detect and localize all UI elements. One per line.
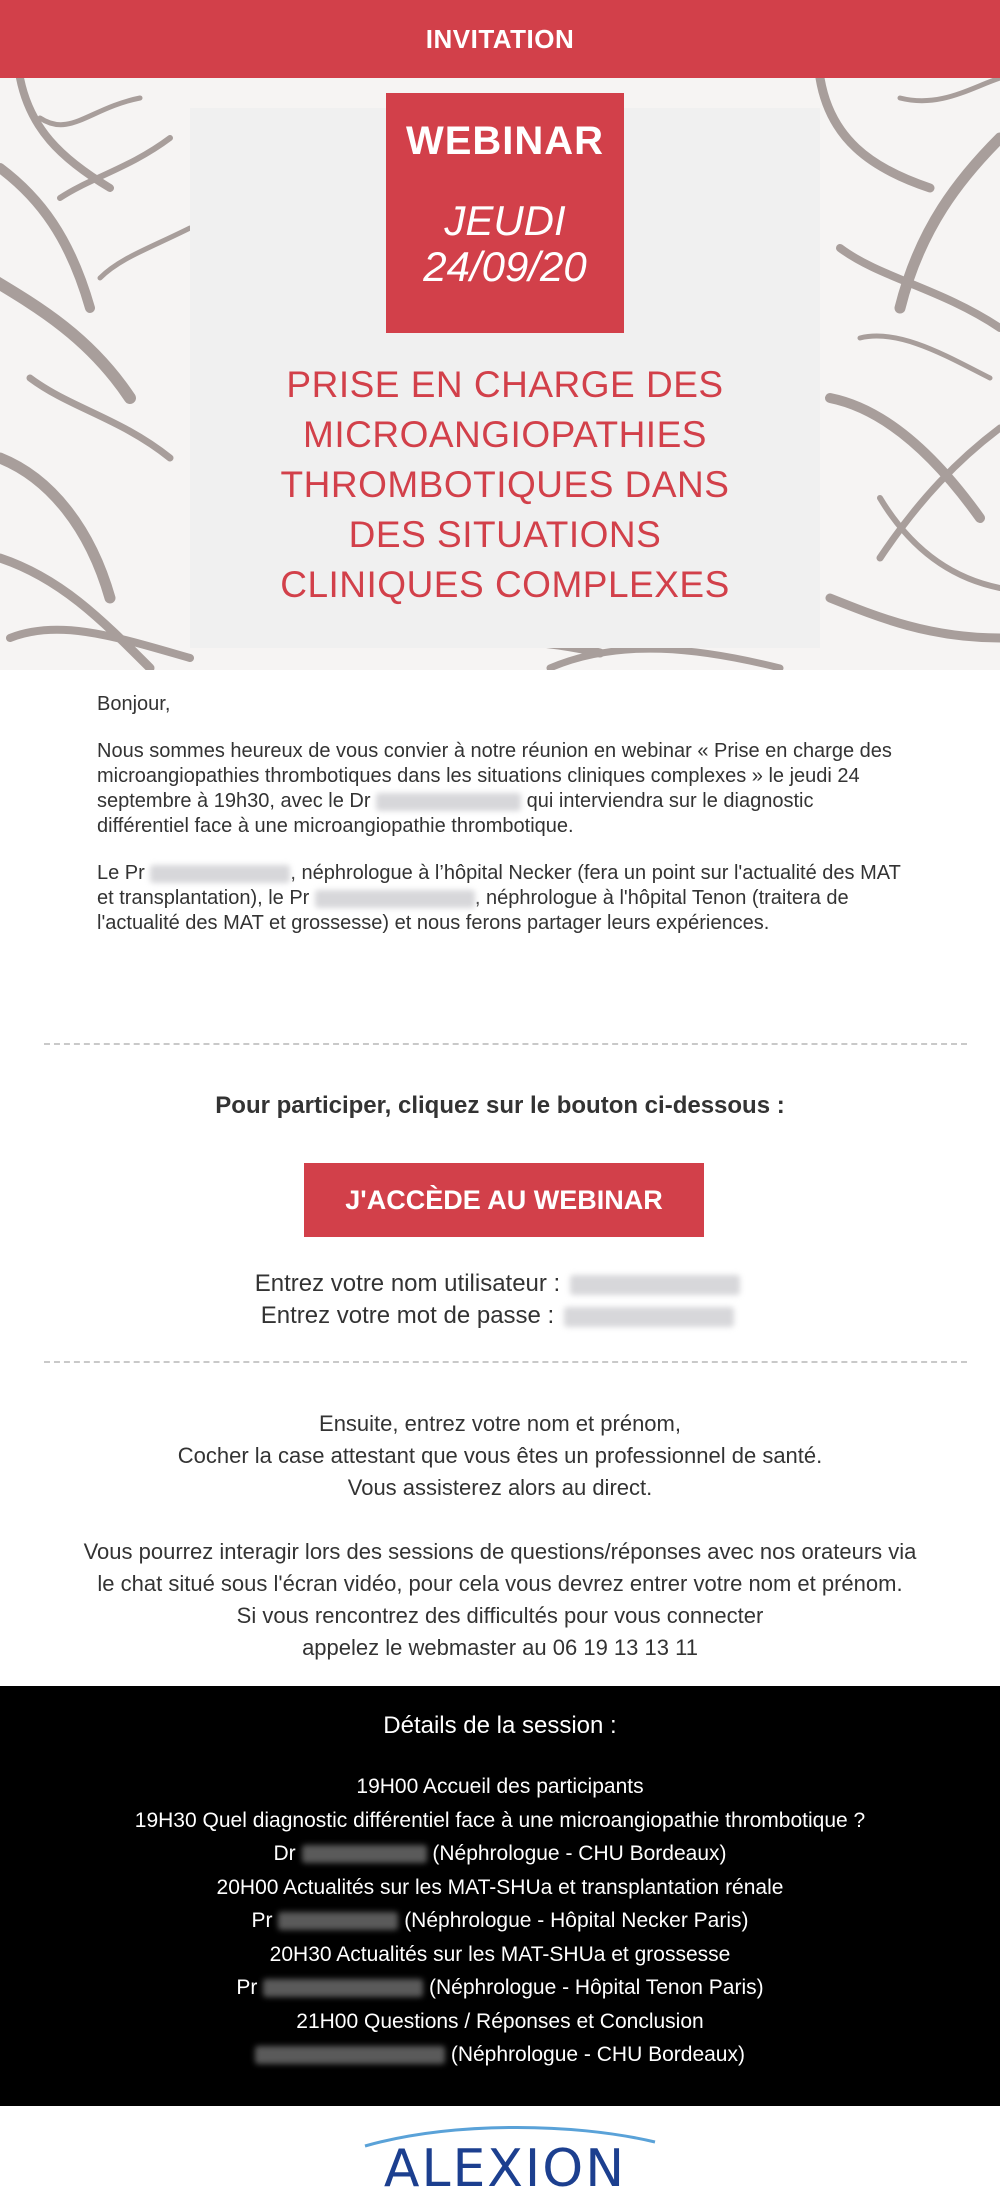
redacted-name [315, 890, 475, 908]
hero-banner [0, 78, 1000, 670]
speaker-role: (Néphrologue - CHU Bordeaux) [450, 2043, 745, 2066]
alexion-logo [340, 2124, 670, 2204]
session-details [0, 1686, 1000, 2106]
divider [44, 1043, 967, 1045]
webmaster-phone: appelez le webmaster au 06 19 13 13 11 [302, 1635, 698, 1660]
session-agenda [0, 1770, 1000, 2072]
event-title-line: MICROANGIOPATHIES [303, 414, 707, 455]
instruction-line: Ensuite, entrez votre nom et prénom, [319, 1411, 681, 1436]
intro-text: Nous sommes heureux de vous convier à notre réunion en webinar « Prise en charge des microangiopathies thrombotiques dans les situations cliniques complexes » le jeudi 24 septembre à 19h30, avec le Dr [97, 740, 892, 812]
redacted-name [278, 1912, 398, 1930]
speaker-title: Pr [251, 1909, 273, 1932]
instruction-line: Vous pourrez interagir lors des sessions de questions/réponses avec nos orateurs via [83, 1539, 917, 1564]
agenda-item: 19H00 Accueil des participants [356, 1775, 644, 1798]
access-webinar-button[interactable]: J'ACCÈDE AU WEBINAR [304, 1163, 704, 1237]
logo-text: ALEXION [383, 2139, 627, 2199]
agenda-item: 21H00 Questions / Réponses et Conclusion [296, 2009, 704, 2033]
intro-text-end: qui interviendra sur le diagnostic différentiel face à une microangiopathie thrombotique. [97, 790, 814, 837]
event-title [190, 360, 820, 610]
redacted-name [376, 793, 521, 811]
redacted-username [570, 1275, 740, 1295]
password-row [0, 1300, 1000, 1332]
password-value [564, 1300, 739, 1332]
speaker-title: Dr [273, 1842, 296, 1865]
event-title-line: PRISE EN CHARGE DES [286, 364, 724, 405]
instruction-line: Si vous rencontrez des difficultés pour vous connecter [236, 1603, 764, 1628]
divider [44, 1361, 967, 1363]
instructions [0, 1408, 1000, 1664]
speaker-role: (Néphrologue - CHU Bordeaux) [432, 1842, 727, 1865]
instruction-line: Vous assisterez alors au direct. [347, 1475, 653, 1500]
instruction-line: le chat situé sous l'écran vidéo, pour cela vous devrez entrer votre nom et prénom. [97, 1571, 903, 1596]
event-title-line: CLINIQUES COMPLEXES [280, 564, 730, 605]
session-title: Détails de la session : [383, 1712, 617, 1739]
agenda-item: 19H30 Quel diagnostic différentiel face à une microangiopathie thrombotique ? [134, 1808, 866, 1832]
agenda-speaker [0, 2038, 1000, 2072]
speakers-text: , néphrologue à l'hôpital Tenon (traitera de l'actualité des MAT et grossesse) et nous ferons partager leurs expériences. [97, 887, 849, 934]
invitation-header [0, 0, 1000, 78]
speakers-text: Le Pr [97, 862, 145, 884]
agenda-speaker [0, 1971, 1000, 2005]
event-date: 24/09/20 [423, 243, 587, 291]
speaker-title: Pr [236, 1976, 258, 1999]
username-label: Entrez votre nom utilisateur : [254, 1270, 561, 1297]
instruction-line: Cocher la case attestant que vous êtes un professionnel de santé. [177, 1443, 823, 1468]
username-value [570, 1268, 745, 1300]
agenda-speaker [0, 1837, 1000, 1871]
redacted-name [150, 865, 290, 883]
cta-instruction: Pour participer, cliquez sur le bouton ci-dessous : [215, 1092, 785, 1119]
username-row [0, 1268, 1000, 1300]
agenda-item: 20H30 Actualités sur les MAT-SHUa et grossesse [269, 1942, 731, 1966]
invitation-letter [97, 692, 907, 958]
redacted-password [564, 1307, 734, 1327]
redacted-name [255, 2046, 445, 2064]
redacted-name [263, 1979, 423, 1997]
agenda-speaker [0, 1904, 1000, 1938]
speaker-role: (Néphrologue - Hôpital Tenon Paris) [429, 1976, 764, 1999]
invitation-title: INVITATION [425, 23, 575, 54]
intro-paragraph [97, 739, 907, 839]
agenda-item: 20H00 Actualités sur les MAT-SHUa et transplantation rénale [216, 1875, 784, 1899]
redacted-name [302, 1845, 427, 1863]
greeting: Bonjour, [97, 693, 171, 715]
event-title-line: DES SITUATIONS [348, 514, 662, 555]
speakers-paragraph [97, 861, 907, 936]
event-card [190, 108, 820, 648]
event-day: JEUDI [444, 197, 566, 244]
webinar-label: WEBINAR [405, 119, 605, 163]
credentials [0, 1268, 1000, 1332]
speakers-text: , néphrologue à l’hôpital Necker (fera un point sur l'actualité des MAT et transplantation), le Pr [97, 862, 901, 909]
footer [0, 2106, 1000, 2212]
speaker-role: (Néphrologue - Hôpital Necker Paris) [404, 1909, 749, 1932]
event-title-line: THROMBOTIQUES DANS [280, 464, 730, 505]
password-label: Entrez votre mot de passe : [260, 1302, 555, 1329]
date-badge [386, 93, 624, 333]
